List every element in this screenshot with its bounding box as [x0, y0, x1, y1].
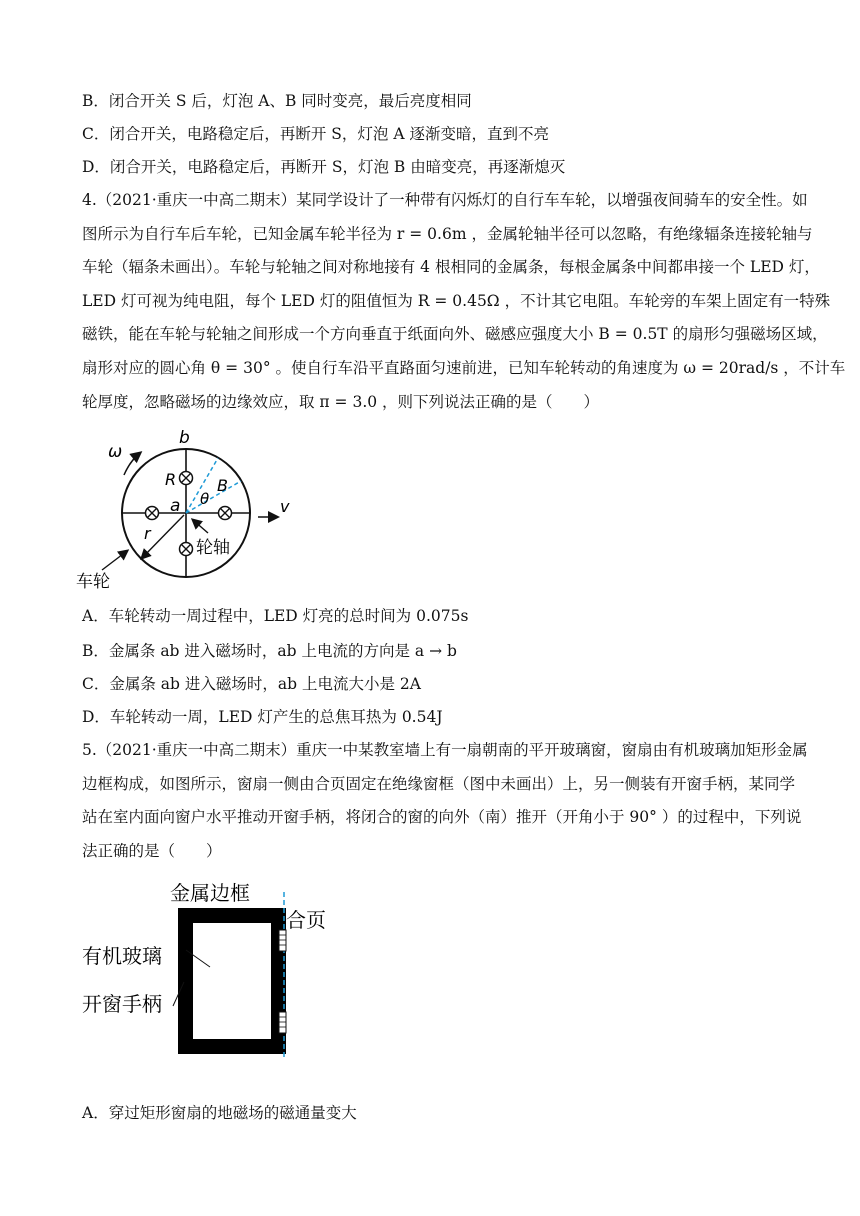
- led-lamp-right: [219, 507, 232, 520]
- label-B: B: [217, 476, 228, 495]
- q4-option-c: C．金属条 ab 进入磁场时，ab 上电流大小是 2A: [82, 675, 421, 693]
- q4-line-5: 磁铁，能在车轮与轮轴之间形成一个方向垂直于纸面向外、磁感应强度大小 B = 0.5T 的扇形匀强磁场区域，: [82, 325, 828, 344]
- q4-option-b: B．金属条 ab 进入磁场时，ab 上电流的方向是 a → b: [82, 642, 457, 660]
- q4-line-1: 4.（2021·重庆一中高二期末）某同学设计了一种带有闪烁灯的自行车车轮，以增强夜间骑车的安全性。如: [82, 191, 808, 209]
- label-wheel: 车轮: [76, 572, 110, 592]
- label-R: R: [165, 470, 177, 489]
- wheel-pointer-arrow-icon: [102, 551, 127, 570]
- q5-line-2: 边框构成，如图所示，窗扇一侧由合页固定在绝缘窗框（图中未画出）上，另一侧装有开窗手柄，某同学: [82, 774, 796, 793]
- axle-pointer-arrow-icon: [193, 520, 208, 533]
- label-theta: θ: [200, 490, 210, 508]
- q5-stem: [82, 740, 808, 874]
- q4-stem: [82, 190, 846, 425]
- label-b: b: [179, 428, 190, 448]
- hinge-icon-bottom: [279, 1012, 286, 1033]
- label-window-handle: 开窗手柄: [82, 992, 162, 1016]
- label-organic-glass: 有机玻璃: [82, 944, 162, 968]
- metal-frame: [186, 916, 279, 1047]
- q5-line-4: 法正确的是（ ）: [82, 841, 222, 860]
- label-r: r: [144, 524, 151, 543]
- q4-option-a: A．车轮转动一周过程中，LED 灯亮的总时间为 0.075s: [82, 607, 469, 625]
- q3-option-c: C．闭合开关，电路稳定后，再断开 S，灯泡 A 逐渐变暗，直到不亮: [82, 125, 549, 143]
- label-metal-frame: 金属边框: [170, 881, 250, 905]
- label-omega: ω: [108, 442, 123, 462]
- label-v: v: [280, 497, 290, 516]
- q4-wheel-figure: [72, 425, 302, 595]
- label-axle: 轮轴: [196, 538, 230, 558]
- q4-line-4: LED 灯可视为纯电阻，每个 LED 灯的阻值恒为 R = 0.45Ω ，不计其它电阻。车轮旁的车架上固定有一特殊: [82, 291, 831, 310]
- q4-option-d: D．车轮转动一周，LED 灯产生的总焦耳热为 0.54J: [82, 708, 443, 726]
- q3-option-d: D．闭合开关，电路稳定后，再断开 S，灯泡 B 由暗变亮，再逐渐熄灭: [82, 158, 566, 176]
- q5-option-a: A．穿过矩形窗扇的地磁场的磁通量变大: [82, 1104, 357, 1122]
- q4-line-3: 车轮（辐条未画出）。车轮与轮轴之间对称地接有 4 根相同的金属条，每根金属条中间都串接一个 LED 灯，: [82, 258, 820, 277]
- q5-line-3: 站在室内面向窗户水平推动开窗手柄，将闭合的窗的向外（南）推开（开角小于 90° ）的过程中，下列说: [82, 808, 802, 827]
- q4-line-7: 轮厚度，忽略磁场的边缘效应，取 π = 3.0 ，则下列说法正确的是（ ）: [82, 392, 600, 411]
- label-hinge: 合页: [286, 908, 326, 932]
- q4-line-6: 扇形对应的圆心角 θ = 30° 。使自行车沿平直路面匀速前进，已知车轮转动的角速度为 ω = 20rad/s ，不计车: [82, 358, 846, 377]
- q3-option-b: B．闭合开关 S 后，灯泡 A、B 同时变亮，最后亮度相同: [82, 92, 472, 110]
- q4-line-2: 图所示为自行车后车轮，已知金属车轮半径为 r = 0.6m ，金属轮轴半径可以忽略，有绝缘辐条连接轮轴与: [82, 224, 813, 243]
- label-a: a: [170, 496, 181, 516]
- q5-line-1: 5.（2021·重庆一中高二期末）重庆一中某教室墙上有一扇朝南的平开玻璃窗，窗扇由有机玻璃加矩形金属: [82, 741, 808, 759]
- led-lamp-bottom: [180, 543, 193, 556]
- led-lamp-left: [146, 507, 159, 520]
- field-boundary-2: [186, 481, 241, 513]
- hinge-icon-top: [279, 930, 286, 951]
- led-lamp-top: [180, 472, 193, 485]
- q5-window-figure: [72, 860, 342, 1060]
